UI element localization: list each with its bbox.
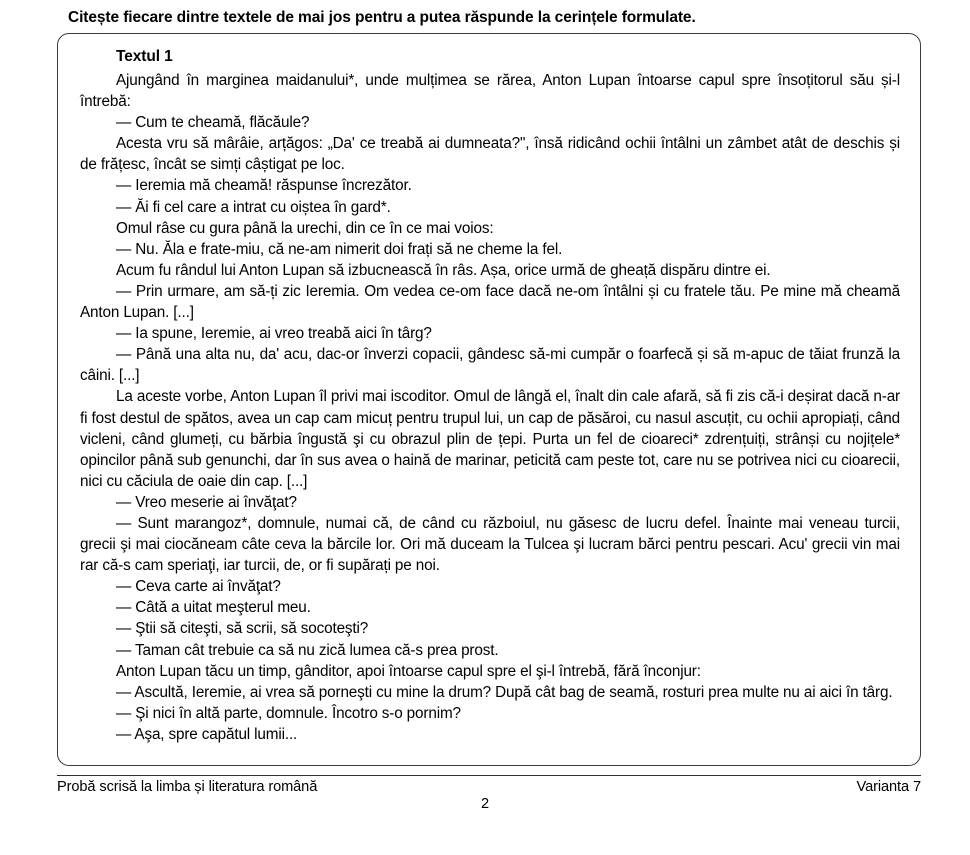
text-paragraph: — Prin urmare, am să-ți zic Ieremia. Om vedea ce-om face dacă ne-om întâlni și cu fratele tău. Pe mine mă cheamă Anton Lupan. [...] [80,282,900,322]
text-paragraph: — Aşa, spre capătul lumii... [116,725,298,743]
text-paragraph: — Taman cât trebuie ca să nu zică lumea că-s prea prost. [116,641,499,659]
page-number: 2 [480,796,490,812]
text-paragraph: — Câtă a uitat meşterul meu. [116,599,311,617]
text-paragraph: — Ceva carte ai învăţat? [116,578,281,596]
text-paragraph: — Cum te cheamă, flăcăule? [116,114,310,132]
instruction-text: Citește fiecare dintre textele de mai jos pentru a putea răspunde la cerințele formulate. [68,9,696,26]
text-paragraph: Acum fu rândul lui Anton Lupan să izbucnească în râs. Așa, orice urmă de gheață dispăru dintre ei. [116,261,771,279]
text-paragraph: — Nu. Ăla e frate-miu, că ne-am nimerit doi frați să ne cheme la fel. [116,240,563,258]
text-paragraph: — Ia spune, Ieremie, ai vreo treabă aici în târg? [116,325,432,343]
text-paragraph: — Sunt marangoz*, domnule, numai că, de când cu războiul, nu găsesc de lucru defel. Înainte mai veneau turcii, grecii şi mai ciocăneam câte ceva la bărcile lor. Ori mă duceam la Tulcea şi lucram bărci pentru pescari. Acu' grecii vin mai rar că-s cam speriaţi, iar turcii, de, or fi supărați pe noi. [80,514,900,575]
text-paragraph: Omul râse cu gura până la urechi, din ce în ce mai voios: [116,219,494,237]
text-paragraph: — Ştii să citeşti, să scrii, să socoteşti? [116,620,369,638]
footer-exam-label: Probă scrisă la limba și literatura română [57,779,318,795]
footer-divider [57,775,921,776]
text-paragraph: Ajungând în marginea maidanului*, unde mulțimea se rărea, Anton Lupan întoarse capul spre însoțitorul său și-l întrebă: [80,72,900,111]
text-1-box [57,33,921,766]
text-paragraph: — Până una alta nu, da' acu, dac-or înverzi copacii, gândesc să-mi cumpăr o foarfecă și să m-apuc de tăiat frunză la câini. [...] [80,346,900,385]
text-paragraph: La aceste vorbe, Anton Lupan îl privi mai iscoditor. Omul de lângă el, înalt din cale afară, să fi zis că-i deșirat dacă n-ar fi fost destul de spătos, avea un cap cam micuț pentru trupul lui, un cap de păsăroi, cu nasul ascuțit, cu ochii apropiați, când vicleni, când glumeți, cu bărbia îngustă şi cu obrazul plin de țepi. Purta un fel de cioareci* zdrențuiți, strânși cu nojițele* opincilor până sub genunchi, dar în sus avea o haină de marinar, peticită cam peste tot, care nu se potrivea nici cu cioarecii, nici cu căciula de oaie din cap. [...] [80,388,900,490]
text-paragraph: — Ascultă, Ieremie, ai vrea să porneşti cu mine la drum? După cât bag de seamă, rosturi prea multe nu ai aici în târg. [116,683,893,701]
text-paragraph: — Ăi fi cel care a intrat cu oiștea în gard*. [116,198,391,216]
text-paragraph: — Ieremia mă cheamă! răspunse încrezător. [116,177,412,195]
text-paragraph: — Şi nici în altă parte, domnule. Încotro s-o pornim? [116,704,461,722]
text-paragraph: Anton Lupan tăcu un timp, gânditor, apoi întoarse capul spre el şi-l întrebă, fără înconjur: [116,662,701,680]
text-1-title: Textul 1 [116,48,173,65]
text-paragraph: Acesta vru să mârâie, arțăgos: „Da' ce treabă ai dumneata?", însă ridicând ochii întâlni un zâmbet atât de deschis și de frățesc, încât se simți câștigat pe loc. [80,135,900,174]
text-paragraph: — Vreo meserie ai învăţat? [116,493,297,511]
footer-variant-label: Varianta 7 [856,779,921,795]
text-1-box-inner [58,34,920,751]
footer [57,779,921,795]
